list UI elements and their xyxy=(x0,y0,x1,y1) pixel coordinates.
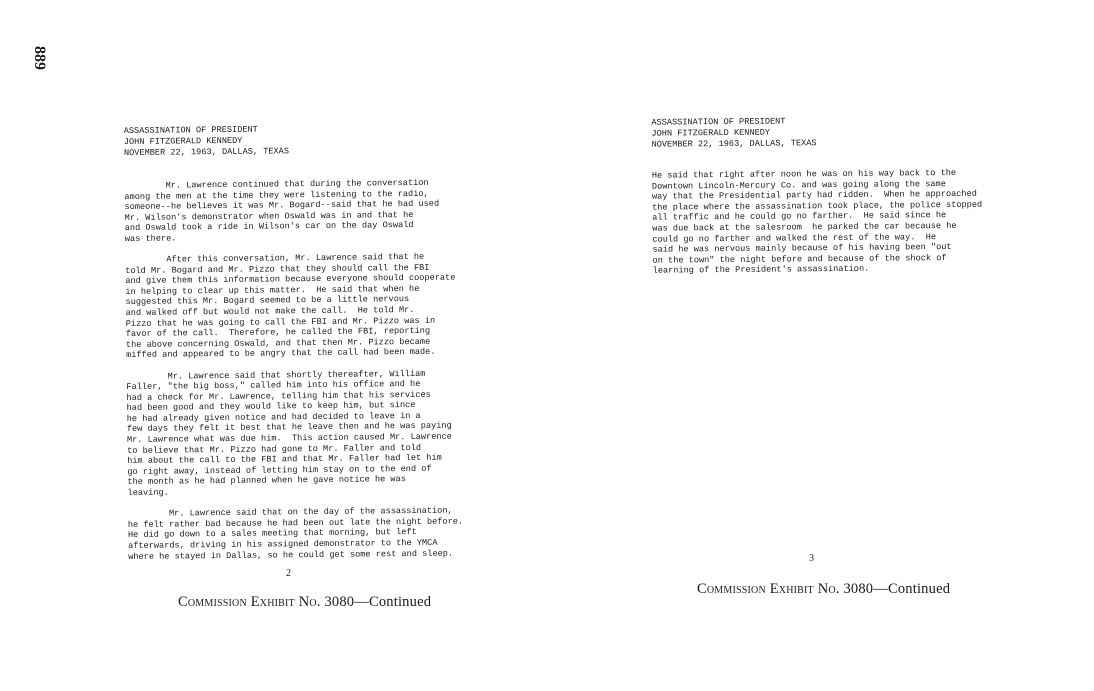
header-line: ASSASSINATION OF PRESIDENT xyxy=(123,124,258,137)
caption-suffix: 3080—Continued xyxy=(320,594,432,610)
header-line: JOHN FITZGERALD KENNEDY xyxy=(123,135,243,148)
header-line: NOVEMBER 22, 1963, DALLAS, TEXAS xyxy=(651,138,817,150)
left-page xyxy=(124,122,509,573)
paragraph: Mr. Lawrence said that shortly thereafter, William Faller, "the big boss," called him into his office and he had a check for Mr. Lawrence, telling him that his services had been good and they would like to keep him, but since he had already given notice and had decided to leave in a few days they felt it best that he leave then and he was paying Mr. Lawrence what was due him. This action caused Mr. Lawrence to believe that Mr. Pizzo had gone to Mr. Faller and told him about the call to the FBI and that Mr. Faller had let him go right away, instead of letting him stay on to the end of the month as he had planned when he gave notice he was leaving. xyxy=(126,368,452,499)
right-page-body xyxy=(652,167,1023,276)
right-page-number: 3 xyxy=(809,553,814,564)
header-line: NOVEMBER 22, 1963, DALLAS, TEXAS xyxy=(123,146,290,159)
paragraph: After this conversation, Mr. Lawrence said that he told Mr. Bogard and Mr. Pizzo that they should call the FBI and give them this information because everyone should cooperate in helping to clear up this matter. He said that when he suggested this Mr. Bogard seemed to be a little nervous and walked off but would not make the call. He told Mr. Pizzo that he was going to call the FBI and Mr. Pizzo was in favor of the call. Therefore, he called the FBI, reporting the above concerning Oswald, and that then Mr. Pizzo became miffed and appeared to be angry that the call had been made. xyxy=(125,251,456,361)
left-exhibit-caption xyxy=(178,594,431,611)
right-page-header xyxy=(651,114,1021,150)
header-line: ASSASSINATION OF PRESIDENT xyxy=(651,116,786,128)
caption-suffix: 3080—Continued xyxy=(839,581,951,597)
caption-prefix: Commission Exhibit No. xyxy=(697,581,840,597)
paragraph: Mr. Lawrence continued that during the conversation among the men at the time they were listening to the radio, someone--he believes it was Mr. Bogard--said that he had used Mr. Wilson's demonstrator when Oswald was in and that he and Oswald took a ride in Wilson's car on the day Oswald was there. xyxy=(124,177,440,244)
caption-prefix: Commission Exhibit No. xyxy=(178,594,321,610)
left-page-body xyxy=(124,177,508,562)
paragraph: He said that right after noon he was on his way back to the Downtown Lincoln-Mercury Co. and was going along the same way that the Presidential party had ridden. When he approached the place where the assassination took place, the police stopped all traffic and he could go no farther. He said since he was due back at the salesroom he parked the car because he could go no farther and walked the rest of the way. He said he was nervous mainly because of his having been "out on the town" the night before and because of the shock of learning of the President's assassination. xyxy=(651,167,983,276)
right-exhibit-caption xyxy=(697,581,950,598)
left-page-number: 2 xyxy=(286,568,291,579)
right-page xyxy=(651,114,1022,276)
left-page-header xyxy=(124,122,504,159)
volume-page-number: 889 xyxy=(31,46,48,70)
header-line: JOHN FITZGERALD KENNEDY xyxy=(651,127,771,139)
paragraph: Mr. Lawrence said that on the day of the assassination, he felt rather bad because he had been out late the night before. He did go down to a sales meeting that morning, but left afterwards, driving in his assigned demonstrator to the YMCA where he stayed in Dallas, so he could get some rest and sleep. xyxy=(127,505,464,562)
